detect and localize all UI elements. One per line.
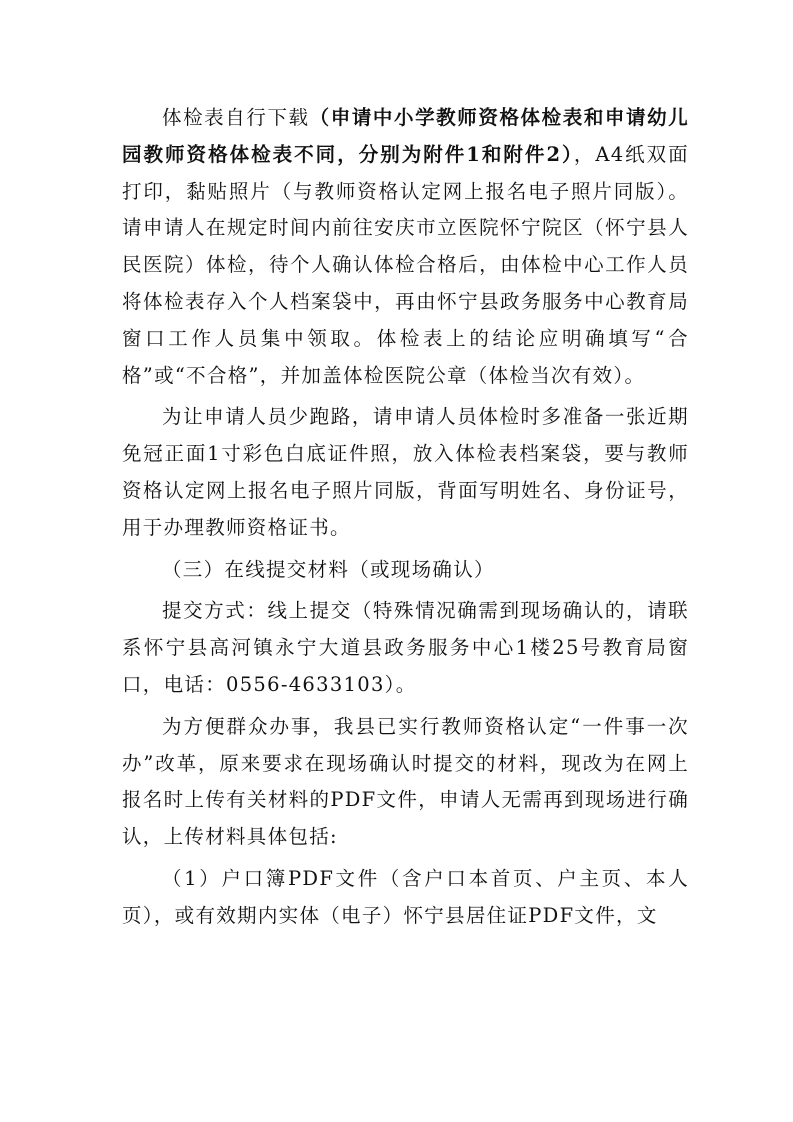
paragraph-lead-text: 体检表自行下载 <box>162 106 310 129</box>
paragraph-submission-method: 提交方式：线上提交（特殊情况确需到现场确认的，请联系怀宁县高河镇永宁大道县政务服务中心1楼25号教育局窗口，电话：0556-4633103）。 <box>122 599 689 696</box>
paragraph-physical-exam-form <box>122 100 689 394</box>
paragraph-one-thing-reform: 为方便群众办事，我县已实行教师资格认定“一件事一次办”改革，原来要求在现场确认时提交的材料，现改为在网上报名时上传有关材料的PDF文件，申请人无需再到现场进行确认，上传材料具体包括: <box>122 714 689 849</box>
paragraph-bold-text: （申请中小学教师资格体检表和申请幼儿园教师资格体检表不同，分别为附件1和附件2） <box>122 106 689 166</box>
paragraph-household-register: （1）户口簿PDF文件（含户口本首页、户主页、本人页），或有效期内实体（电子）怀宁县居住证PDF文件，文 <box>122 866 689 927</box>
paragraph-photo-requirement: 为让申请人员少跑路，请申请人员体检时多准备一张近期免冠正面1寸彩色白底证件照，放入体检表档案袋，要与教师资格认定网上报名电子照片同版，背面写明姓名、身份证号，用于办理教师资格证书。 <box>122 405 689 539</box>
section-heading-online-submission: （三）在线提交材料（或现场确认） <box>162 557 495 581</box>
paragraph-rest-text: ，A4纸双面打印，黏贴照片（与教师资格认定网上报名电子照片同版）。请申请人在规定时间内前往安庆市立医院怀宁院区（怀宁县人民医院）体检，待个人确认体检合格后，由体检中心工作人员将体检表存入个人档案袋中，再由怀宁县政务服务中心教育局窗口工作人员集中领取。体检表上的结论应明确填写“合格”或“不合格”，并加盖体检医院公章（体检当次有效）。 <box>122 142 689 387</box>
